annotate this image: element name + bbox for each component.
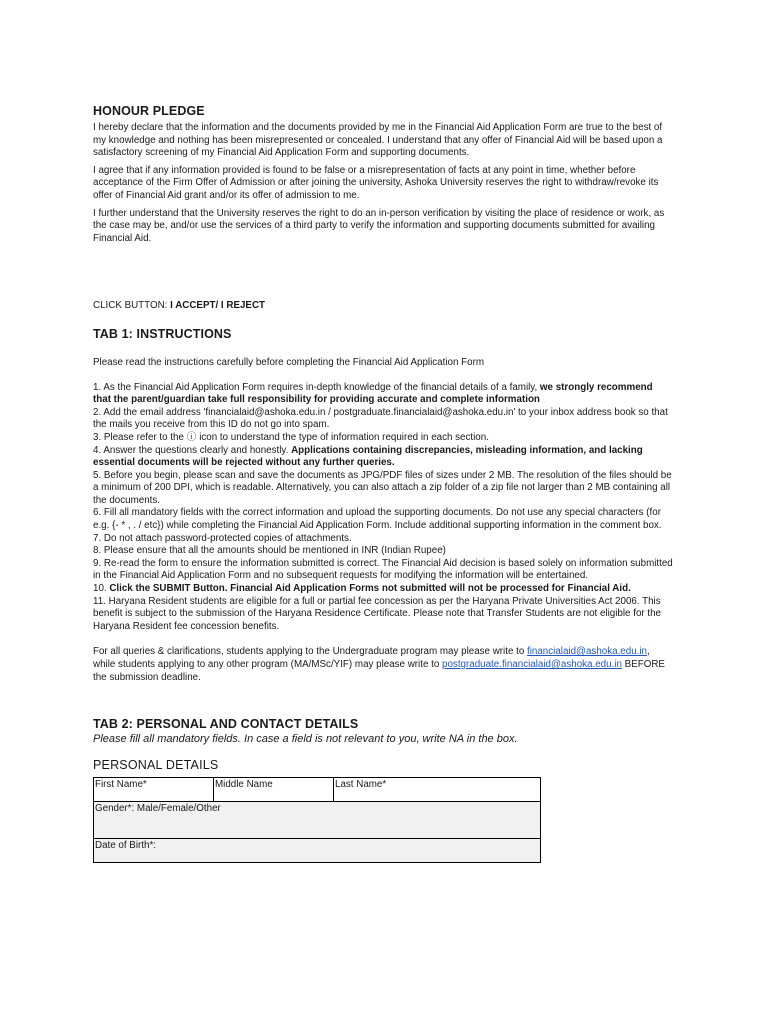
instructions-intro: Please read the instructions carefully before completing the Financial Aid Application Form — [93, 356, 484, 368]
instruction-item-2: 2. Add the email address 'financialaid@ashoka.edu.in / postgraduate.financialaid@ashoka.edu.in' to your inbox address book so that the mails you receive from this ID do not go into spam. — [93, 406, 668, 431]
instruction-item-1 — [93, 382, 673, 407]
gender-field[interactable]: Gender*: Male/Female/Other — [94, 802, 541, 839]
tab1-heading: TAB 1: INSTRUCTIONS — [93, 326, 232, 341]
instruction-3-text-end: icon to understand the type of information required in each section. — [196, 431, 489, 443]
instruction-item-7: 7. Do not attach password-protected copies of attachments. — [93, 532, 352, 544]
date-of-birth-field[interactable]: Date of Birth*: — [94, 839, 541, 863]
instruction-item-3 — [93, 432, 673, 445]
instruction-item-8: 8. Please ensure that all the amounts should be mentioned in INR (Indian Rupee) — [93, 545, 446, 557]
instruction-1-text: 1. As the Financial Aid Application Form requires in-depth knowledge of the financial details of a family, — [93, 381, 540, 393]
instruction-10-bold: Click the SUBMIT Button. Financial Aid Application Forms not submitted will not be processed for Financial Aid. — [109, 583, 631, 595]
queries-text-3: BEFORE the submission deadline. — [93, 659, 665, 683]
instructions-list — [93, 382, 673, 634]
queries-text-2: , while students applying to any other program (MA/MSc/YIF) may please write to — [93, 646, 650, 670]
instruction-item-4 — [93, 445, 673, 470]
pg-email-link[interactable]: postgraduate.financialaid@ashoka.edu.in — [442, 659, 622, 670]
accept-reject-buttons[interactable]: I ACCEPT/ I REJECT — [170, 300, 266, 312]
document-page — [93, 104, 673, 863]
instruction-3-text: 3. Please refer to the — [93, 431, 187, 443]
instruction-item-6: 6. Fill all mandatory fields with the correct information and upload the supporting documents. Do not use any special characters (for e.g. {- * , . / etc}) while completing the Financial Aid Application Form. Include additional supporting information in the comment box. — [93, 507, 662, 532]
instruction-item-5: 5. Before you begin, please scan and save the documents as JPG/PDF files of sizes under 2 MB. The resolution of the files should be a minimum of 200 DPI, which is readable. Alternatively, you can also attach a zip folder of a zip file not larger than 2 MB containing all the documents. — [93, 469, 672, 506]
info-icon: ⓘ — [186, 431, 197, 443]
tab2-subtitle: Please fill all mandatory fields. In case a field is not relevant to you, write NA in the box. — [93, 733, 518, 746]
instruction-1-bold: we strongly recommend that the parent/guardian take full responsibility for providing accurate and complete information — [93, 381, 653, 406]
middle-name-field[interactable]: Middle Name — [214, 778, 334, 802]
tab2-heading: TAB 2: PERSONAL AND CONTACT DETAILS — [93, 717, 359, 732]
personal-details-table — [93, 777, 541, 863]
ug-email-link[interactable]: financialaid@ashoka.edu.in — [527, 646, 647, 658]
instruction-item-9: 9. Re-read the form to ensure the information submitted is correct. The Financial Aid decision is based solely on information submitted in the Financial Aid Application Form and no subsequent requests for modifying the information will be entertained. — [93, 557, 673, 582]
first-name-field[interactable]: First Name* — [94, 778, 214, 802]
last-name-field[interactable]: Last Name* — [334, 778, 541, 802]
instruction-4-bold: Applications containing discrepancies, misleading information, and lacking essential documents will be rejected without any further queries. — [93, 444, 643, 469]
instruction-10-number: 10. — [93, 583, 110, 595]
instruction-4-text: 4. Answer the questions clearly and honestly. — [93, 444, 292, 456]
instruction-item-10 — [93, 583, 673, 596]
click-button-label: CLICK BUTTON: — [93, 300, 171, 312]
queries-text-1: For all queries & clarifications, students applying to the Undergraduate program may please write to — [93, 646, 528, 658]
personal-details-heading: PERSONAL DETAILS — [93, 758, 219, 773]
honour-paragraph-1: I hereby declare that the information and the documents provided by me in the Financial Aid Application Form are true to the best of my knowledge and nothing has been misrepresented or concealed. I understand that any offer of Financial Aid will be based upon a satisfactory screening of my Financial Aid Application Form and supporting documents. — [93, 122, 663, 159]
honour-paragraph-2: I agree that if any information provided is found to be false or a misrepresentation of facts at any point in time, whether before acceptance of the Firm Offer of Admission or after joining the university, Ashoka University reserves the right to withdraw/revoke its offer of Financial Aid grant and/or its offer of admission to me. — [93, 164, 659, 201]
queries-paragraph — [93, 646, 673, 684]
honour-pledge-heading: HONOUR PLEDGE — [93, 104, 205, 118]
instruction-item-11: 11. Haryana Resident students are eligible for a full or partial fee concession as per the Haryana Private Universities Act 2006. This benefit is subject to the submission of the Haryana Residence Certificate. Please note that Transfer Students are not eligible for the Haryana Resident fee concession benefits. — [93, 595, 661, 632]
honour-paragraph-3: I further understand that the University reserves the right to do an in-person verification by visiting the place of residence or work, as the case may be, and/or use the services of a third party to verify the information and supporting documents submitted for availing Financial Aid. — [93, 207, 665, 244]
click-button-line — [93, 300, 673, 313]
